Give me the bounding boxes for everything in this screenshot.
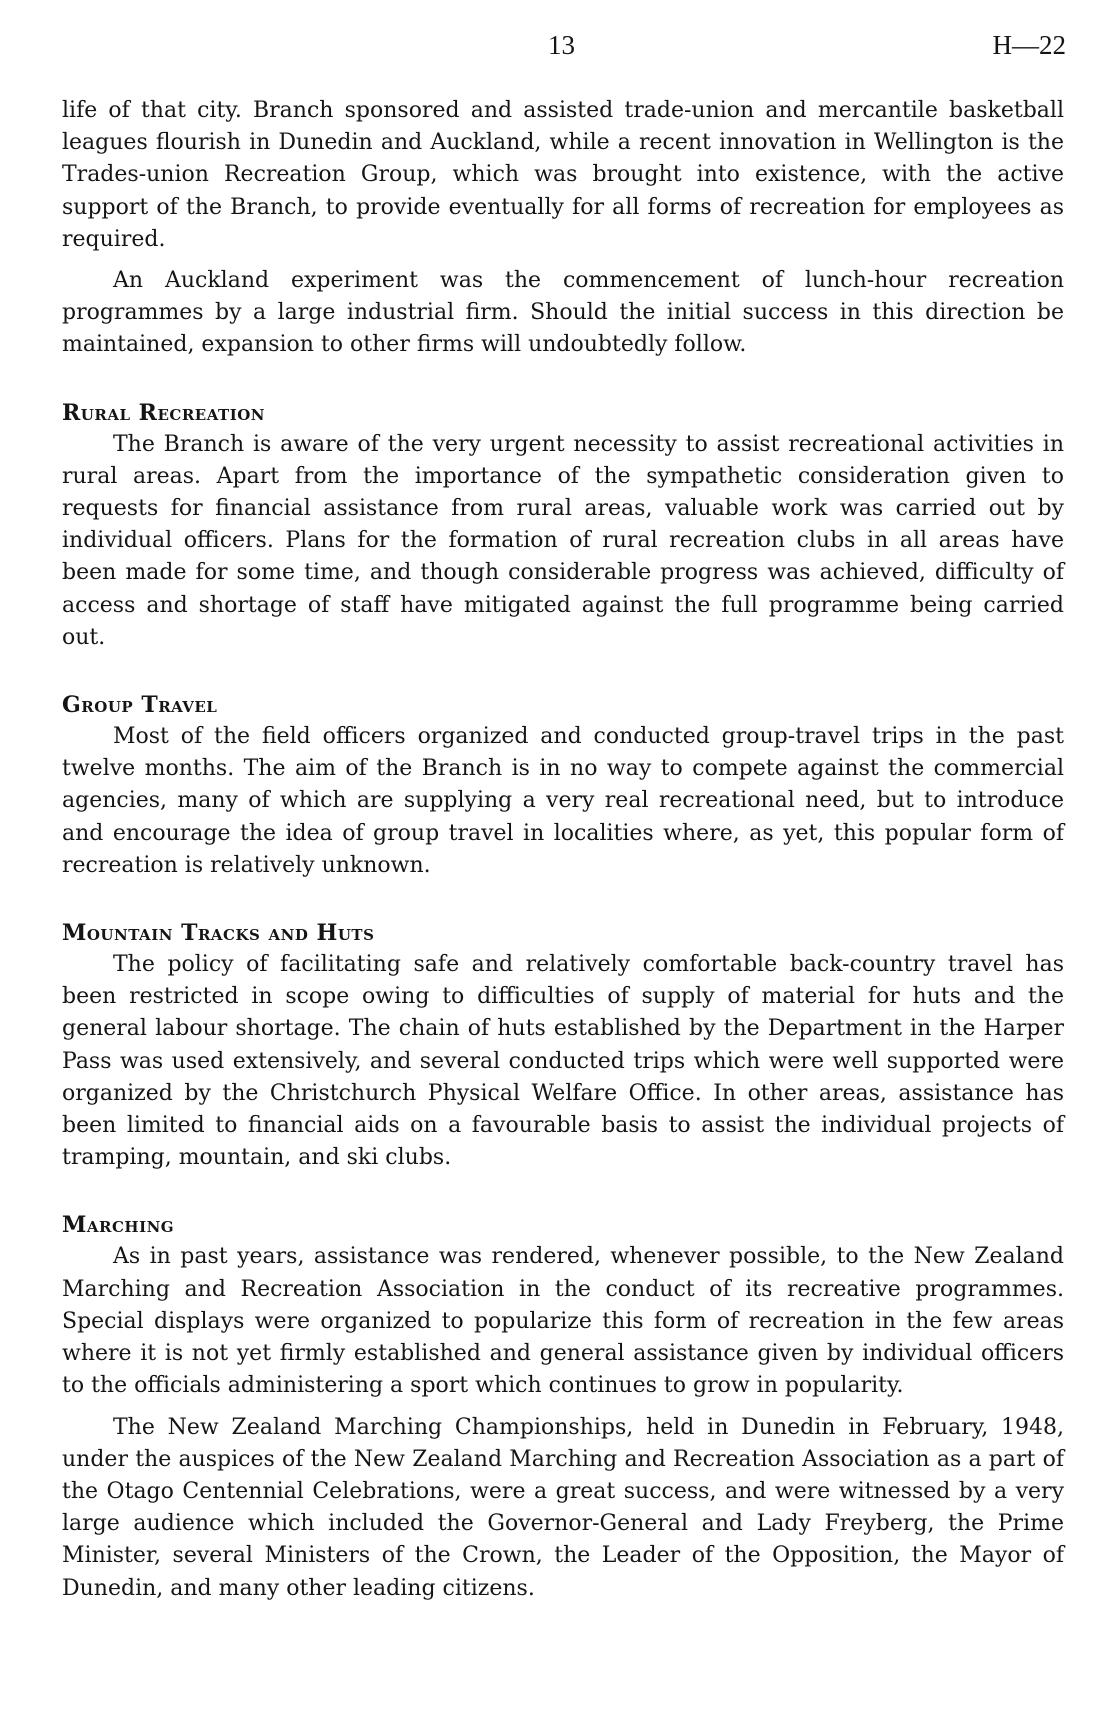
- page-number: 13: [548, 30, 575, 60]
- section-heading: Rural Recreation: [62, 399, 266, 426]
- group-travel-section: [62, 689, 1064, 882]
- intro-section: [62, 95, 1064, 362]
- document-reference: H—22: [992, 30, 1066, 60]
- page-header: [0, 30, 1114, 70]
- paragraph: Most of the field officers organized and conducted group-travel trips in the past twelve months. The aim of the Branch is in no way to compete against the commercial agencies, many of which are supplying a very real recreational need, but to introduce and encourage the idea of group travel in localities where, as yet, this popular form of recreation is relatively unknown.: [62, 724, 1064, 878]
- section-heading: Marching: [62, 1212, 175, 1239]
- rural-recreation-section: [62, 397, 1064, 654]
- mountain-tracks-section: [62, 917, 1064, 1174]
- paragraph: An Auckland experiment was the commencement of lunch-hour recreation programmes by a large industrial firm. Should the initial success in this direction be maintained, expansion to other firms will undoubtedly follow.: [62, 268, 1064, 358]
- section-heading: Group Travel: [62, 692, 218, 719]
- paragraph: The policy of facilitating safe and relatively comfortable back-country travel has been restricted in scope owing to difficulties of supply of material for huts and the general labour shortage. The chain of huts established by the Department in the Harper Pass was used extensively, and several conducted trips which were well supported were organized by the Christchurch Physical Welfare Office. In other areas, assistance has been limited to financial aids on a favourable basis to assist the individual projects of tramping, mountain, and ski clubs.: [62, 952, 1064, 1171]
- page-body: [62, 95, 1064, 1605]
- section-heading: Mountain Tracks and Huts: [62, 920, 375, 947]
- paragraph: The Branch is aware of the very urgent necessity to assist recreational activities in rural areas. Apart from the importance of the sympathetic consideration given to requests for financial assistance from rural areas, valuable work was carried out by individual officers. Plans for the formation of rural recreation clubs in all areas have been made for some time, and though considerable progress was achieved, difficulty of access and shortage of staff have mitigated against the full programme being carried out.: [62, 431, 1064, 650]
- marching-section: [62, 1209, 1064, 1604]
- paragraph: The New Zealand Marching Championships, held in Dunedin in February, 1948, under the auspices of the New Zealand Marching and Recreation Association as a part of the Otago Centennial Celebrations, were a great success, and were witnessed by a very large audience which included the Governor-General and Lady Freyberg, the Prime Minister, several Ministers of the Crown, the Leader of the Opposition, the Mayor of Dunedin, and many other leading citizens.: [62, 1414, 1064, 1601]
- paragraph: life of that city. Branch sponsored and assisted trade-union and mercantile basketball leagues flourish in Dunedin and Auckland, while a recent innovation in Wellington is the Trades-union Recreation Group, which was brought into existence, with the active support of the Branch, to provide eventually for all forms of recreation for employees as required.: [62, 98, 1064, 252]
- paragraph: As in past years, assistance was rendered, whenever possible, to the New Zealand Marching and Recreation Association in the conduct of its recreative programmes. Special displays were organized to popularize this form of recreation in the few areas where it is not yet firmly established and general assistance given by individual officers to the officials administering a sport which continues to grow in popularity.: [62, 1244, 1064, 1399]
